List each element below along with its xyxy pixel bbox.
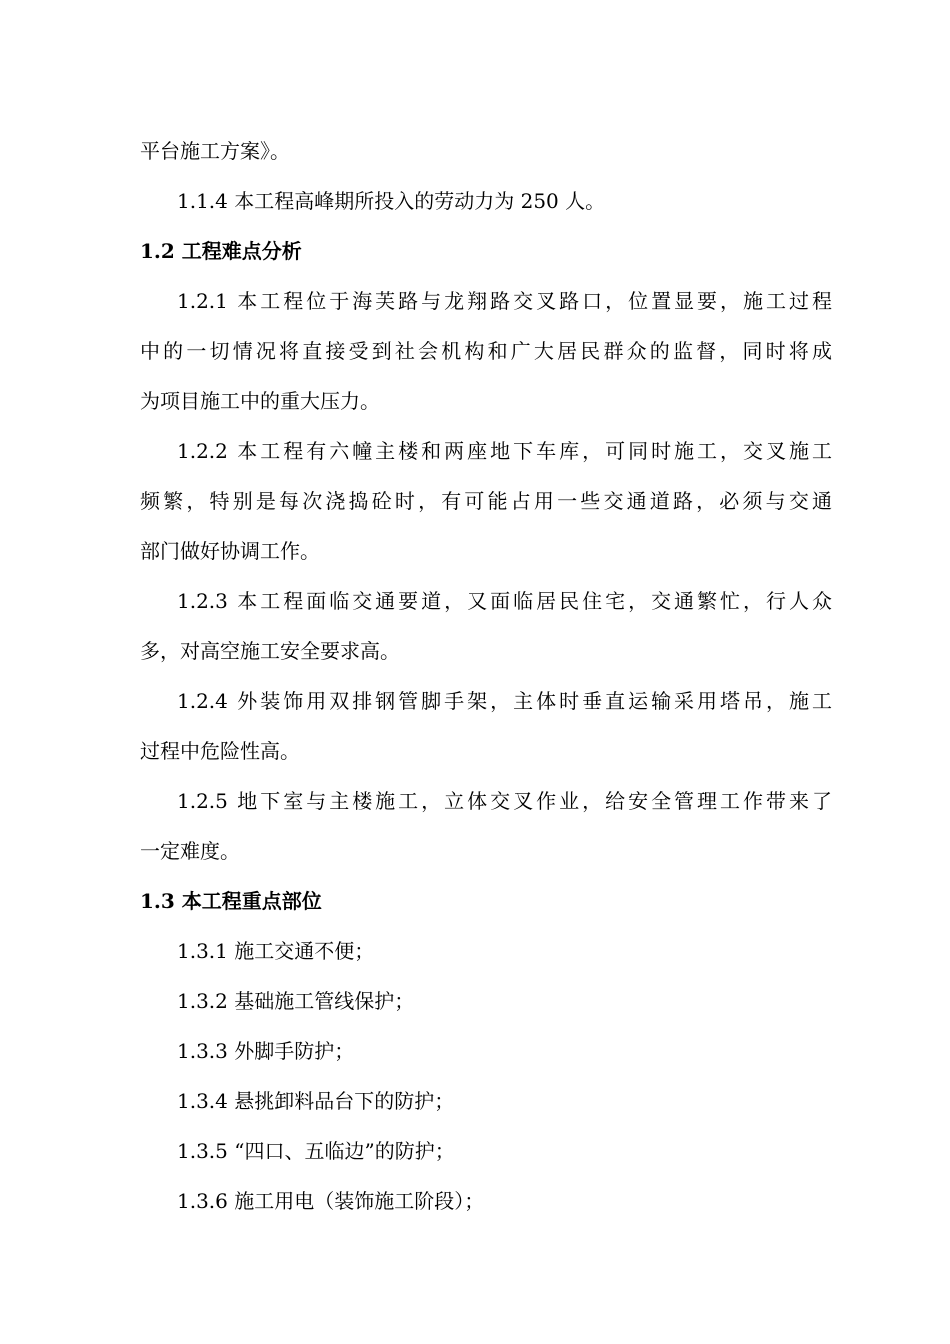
paragraph-line: 1.2.5 地下室与主楼施工，立体交叉作业，给安全管理工作带来了 — [177, 789, 832, 813]
paragraph-line: 为项目施工中的重大压力。 — [140, 389, 380, 413]
list-item: 1.3.5 “四口、五临边”的防护； — [177, 1139, 455, 1163]
paragraph-line: 1.2.2 本工程有六幢主楼和两座地下车库，可同时施工，交叉施工 — [177, 439, 832, 463]
section-heading: 1.3 本工程重点部位 — [140, 889, 322, 913]
paragraph-line: 1.2.3 本工程面临交通要道，又面临居民住宅，交通繁忙，行人众 — [177, 589, 832, 613]
paragraph-line: 一定难度。 — [140, 839, 240, 863]
section-heading: 1.2 工程难点分析 — [140, 239, 302, 263]
list-item: 1.3.4 悬挑卸料品台下的防护； — [177, 1089, 455, 1113]
list-item: 1.3.6 施工用电（装饰施工阶段）； — [177, 1189, 485, 1213]
paragraph-line: 1.1.4 本工程高峰期所投入的劳动力为 250 人。 — [177, 189, 606, 213]
paragraph-line: 多，对高空施工安全要求高。 — [140, 639, 400, 663]
paragraph-line: 中的一切情况将直接受到社会机构和广大居民群众的监督，同时将成 — [140, 339, 832, 363]
paragraph-line: 1.2.1 本工程位于海芙路与龙翔路交叉路口，位置显要，施工过程 — [177, 289, 832, 313]
paragraph-line: 过程中危险性高。 — [140, 739, 300, 763]
list-item: 1.3.1 施工交通不便； — [177, 939, 375, 963]
paragraph-line: 1.2.4 外装饰用双排钢管脚手架，主体时垂直运输采用塔吊，施工 — [177, 689, 832, 713]
paragraph-line: 频繁，特别是每次浇捣砼时，有可能占用一些交通道路，必须与交通 — [140, 489, 832, 513]
document-page — [140, 126, 832, 1226]
paragraph-line: 平台施工方案》。 — [140, 139, 290, 163]
list-item: 1.3.3 外脚手防护； — [177, 1039, 355, 1063]
paragraph-line: 部门做好协调工作。 — [140, 539, 320, 563]
list-item: 1.3.2 基础施工管线保护； — [177, 989, 415, 1013]
